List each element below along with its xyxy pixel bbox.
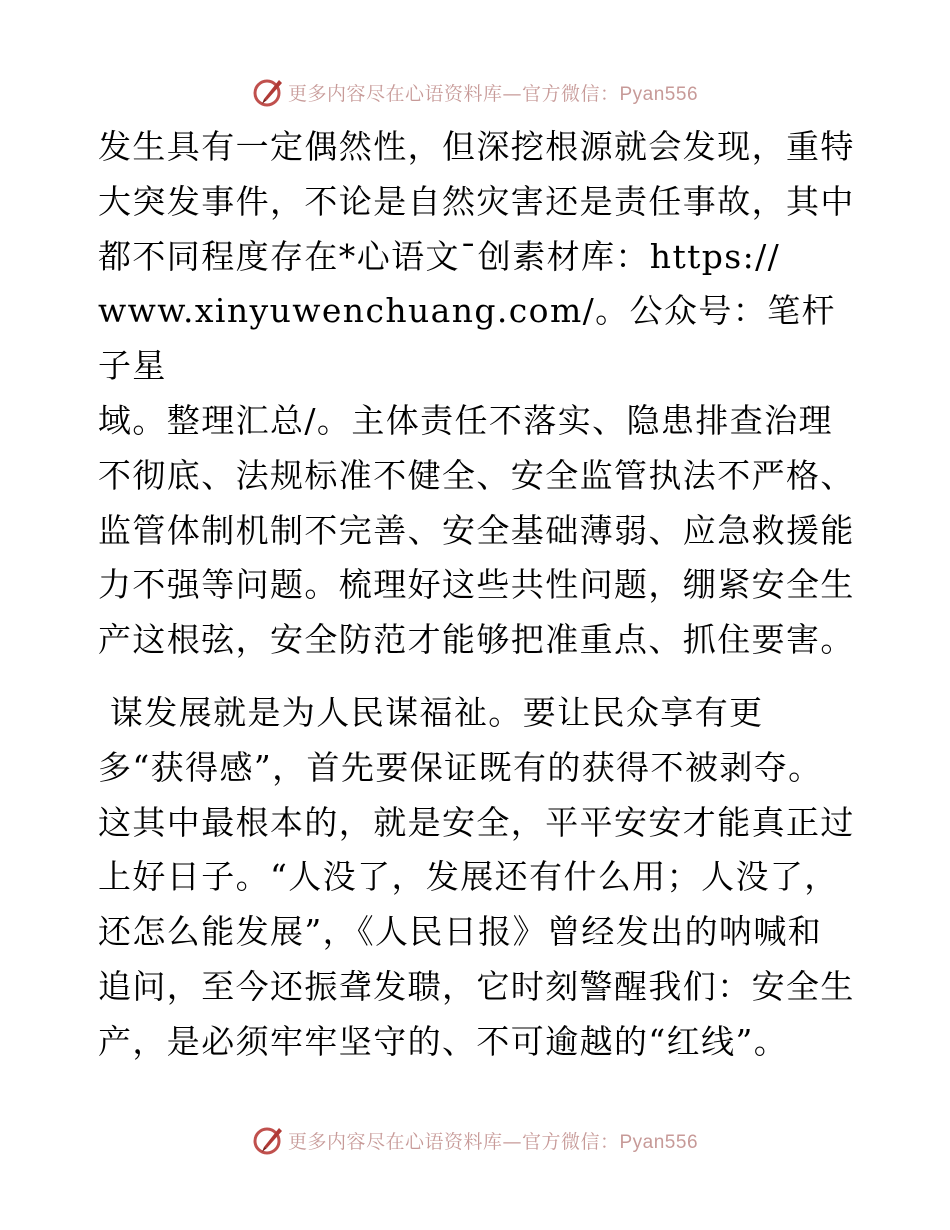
document-body — [98, 120, 858, 1070]
text-line: 产，是必须牢牢坚守的、不可逾越的“红线”。 — [98, 1021, 789, 1061]
quill-circle-icon — [252, 75, 286, 109]
text-line: 追问，至今还振聋发聩，它时刻警醒我们：安全生 — [98, 966, 855, 1006]
text-line: 域。整理汇总/。主体责任不落实、隐患排查治理 — [98, 400, 833, 440]
paragraph — [98, 686, 858, 1070]
text-line: 多“获得感”，首先要保证既有的获得不被剥夺。 — [98, 747, 823, 787]
text-line: 大突发事件，不论是自然灾害还是责任事故，其中 — [98, 181, 855, 221]
text-line: www.xinyuwenchuang.com/。公众号：笔杆子星 — [98, 291, 836, 386]
paragraph — [98, 120, 858, 668]
watermark-text: 更多内容尽在心语资料库—官方微信：Pyan556 — [287, 1130, 699, 1153]
text-line: 上好日子。“人没了，发展还有什么用；人没了， — [98, 857, 839, 897]
page-footer-watermark — [0, 1120, 950, 1160]
page-header-watermark — [0, 72, 950, 112]
text-line: 都不同程度存在*心语文¯创素材库：https:// — [98, 236, 781, 276]
text-line: 产这根弦，安全防范才能够把准重点、抓住要害。 — [98, 620, 855, 660]
watermark-text: 更多内容尽在心语资料库—官方微信：Pyan556 — [287, 82, 699, 105]
wechat-id: Pyan556 — [619, 1131, 699, 1153]
text-line: 谋发展就是为人民谋福祉。要让民众享有更 — [98, 692, 764, 732]
text-line: 发生具有一定偶然性，但深挖根源就会发现，重特 — [98, 127, 855, 166]
text-line: 力不强等问题。梳理好这些共性问题，绷紧安全生 — [98, 565, 855, 605]
text-line: 监管体制机制不完善、安全基础薄弱、应急救援能 — [98, 510, 855, 550]
text-line: 不彻底、法规标准不健全、安全监管执法不严格、 — [98, 455, 855, 495]
quill-circle-icon — [252, 1123, 286, 1157]
wechat-id: Pyan556 — [619, 83, 699, 105]
text-line: 这其中最根本的，就是安全，平平安安才能真正过 — [98, 802, 855, 842]
text-line: 还怎么能发展”，《人民日报》曾经发出的呐喊和 — [98, 912, 823, 952]
